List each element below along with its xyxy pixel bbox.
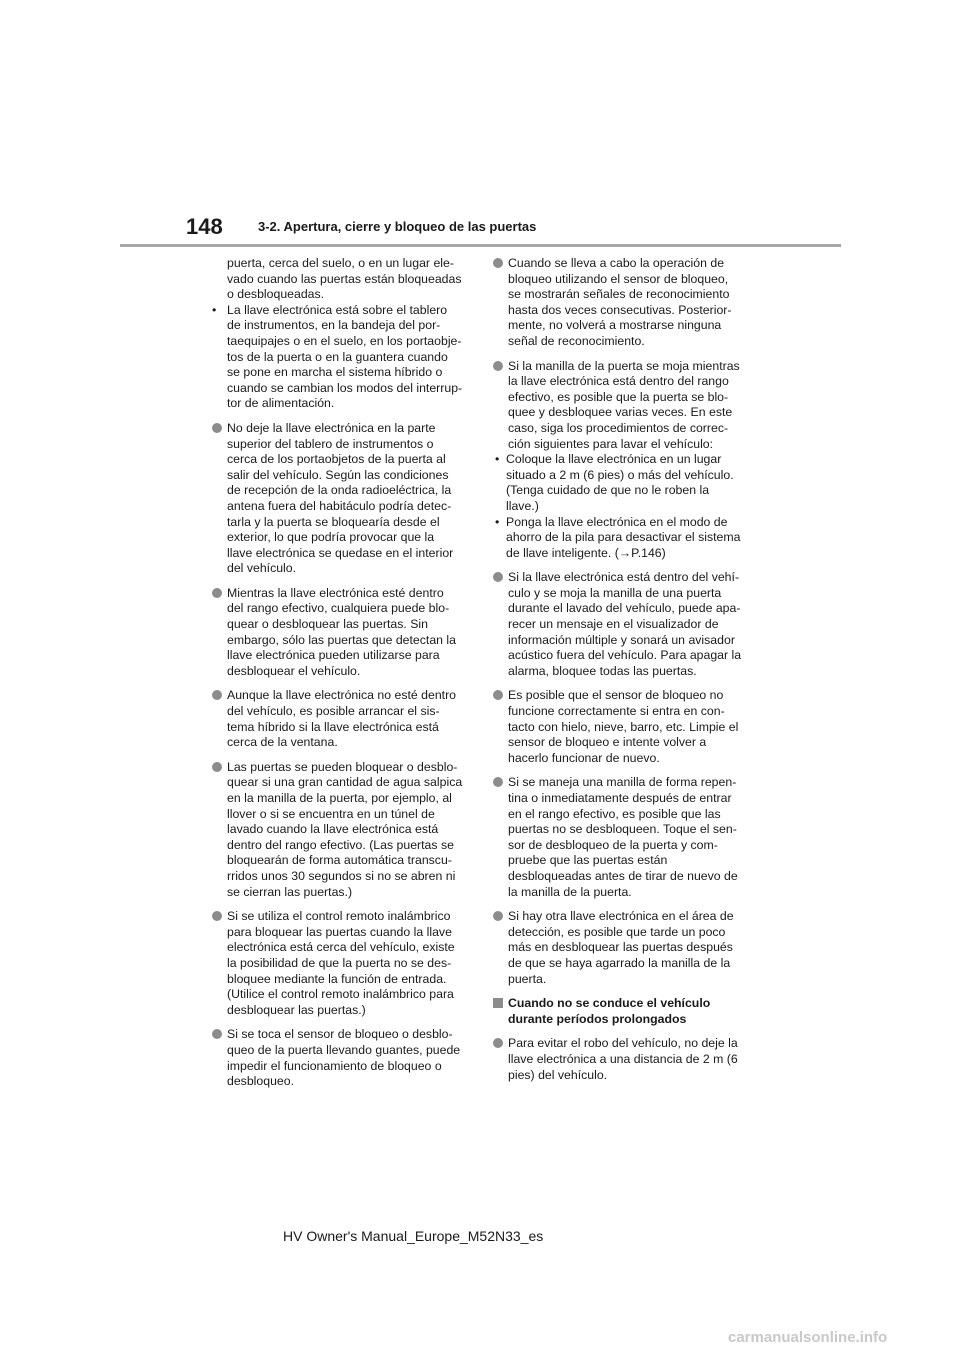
text-line: tor de alimentación. [227, 396, 335, 411]
bullet-item [211, 909, 469, 1018]
text-line: Si hay otra llave electrónica en el área de [508, 909, 734, 924]
bullet-item [211, 586, 469, 680]
text-line: bloqueo utilizando el sensor de bloqueo, [508, 271, 729, 286]
text-line: se cierran las puertas.) [227, 884, 353, 899]
text-line: sor de desbloqueo de la puerta y com- [508, 837, 718, 852]
text-line: cerca de la ventana. [227, 735, 338, 750]
text-line: en el rango efectivo, es posible que las [508, 806, 721, 821]
text-line: puerta. [508, 971, 547, 986]
text-line: señal de reconocimiento. [508, 333, 645, 348]
text-line: situado a 2 m (6 pies) o más del vehículo. [506, 467, 734, 482]
text-line: bloquearán de forma automática transcu- [227, 853, 452, 868]
text-line: funcione correctamente si entra en con- [508, 704, 725, 719]
text-line: del vehículo. [227, 561, 297, 576]
bullet-dot-icon [493, 258, 503, 268]
text-line: de llave inteligente. (→P.146) [506, 545, 666, 560]
text-line: se mostrarán señales de reconocimiento [508, 287, 730, 302]
text-line: lavado cuando la llave electrónica está [227, 822, 439, 837]
page-number: 148 [186, 214, 223, 239]
text-line: antena fuera del habitáculo podría detec- [227, 498, 452, 513]
text-line: llave electrónica a una distancia de 2 m (6 [508, 1051, 738, 1066]
text-line: Ponga la llave electrónica en el modo de [506, 514, 728, 529]
text-line: Cuando se lleva a cabo la operación de [508, 256, 725, 270]
text-line: efectivo, es posible que la puerta se blo- [508, 389, 729, 404]
text-line: la manilla de la puerta. [508, 884, 632, 899]
text-line: (Tenga cuidado de que no le roben la [506, 483, 710, 498]
bullet-dot-icon [212, 588, 222, 598]
right-column [492, 256, 750, 1092]
text-line: detección, es posible que tarde un poco [508, 924, 726, 939]
text-line: tarla y la puerta se bloquearía desde el [227, 514, 440, 529]
text-line: caso, siga los procedimientos de correc- [508, 420, 729, 435]
subsection-heading [492, 996, 750, 1027]
text-line: la posibilidad de que la puerta no se des- [227, 955, 452, 970]
footer-manual-name: HV Owner's Manual_Europe_M52N33_es [283, 1228, 544, 1244]
watermark-link[interactable]: carmanualsonline.info [728, 1329, 888, 1346]
bullet-dot-icon [493, 911, 503, 921]
sub-bullet-marker: • [212, 302, 217, 317]
bullet-item [492, 359, 750, 562]
bullet-item [211, 760, 469, 900]
text-line: información múltiple y sonará un avisador [508, 632, 735, 647]
text-line: llave.) [506, 498, 539, 513]
text-line: ahorro de la pila para desactivar el sistema [506, 530, 741, 545]
bullet-item [492, 775, 750, 900]
text-line: tos de la puerta o en la guantera cuando [227, 349, 448, 364]
text-line: Mientras la llave electrónica esté dentro [227, 585, 444, 600]
text-line: Es posible que el sensor de bloqueo no [508, 688, 724, 703]
text-line: bloquee mediante la función de entrada. [227, 971, 447, 986]
text-line: mente, no volverá a mostrarse ninguna [508, 318, 722, 333]
text-line: hasta dos veces consecutivas. Posterior- [508, 302, 732, 317]
text-line: culo y se moja la manilla de una puerta [508, 585, 722, 600]
bullet-item [492, 570, 750, 679]
bullet-item [492, 256, 750, 350]
text-line: Si se toca el sensor de bloqueo o desblo- [227, 1027, 453, 1042]
text-line: cuando se cambian los modos del interrup- [227, 380, 463, 395]
text-line: o desbloqueadas. [227, 287, 325, 302]
text-line: Aunque la llave electrónica no esté dentro [227, 688, 457, 703]
bullet-dot-icon [212, 423, 222, 433]
text-line: Si la llave electrónica está dentro del vehí- [508, 570, 740, 585]
text-line: dentro del rango efectivo. (Las puertas se [227, 837, 454, 852]
sub-bullet-marker: • [495, 452, 500, 467]
text-line: puerta, cerca del suelo, o en un lugar ele- [227, 256, 454, 270]
text-line: superior del tablero de instrumentos o [227, 436, 434, 451]
text-line: durante períodos prolongados [508, 1011, 687, 1026]
sub-bullet-item [211, 303, 469, 412]
text-line: llover o si se encuentra en un túnel de [227, 806, 435, 821]
text-line: queo de la puerta llevando guantes, puede [227, 1042, 461, 1057]
text-line: del vehículo, es posible arrancar el sis- [227, 704, 440, 719]
bullet-item [211, 1027, 469, 1089]
text-line: llave electrónica pueden utilizarse para [227, 648, 440, 663]
text-line: llave electrónica se quedase en el interior [227, 545, 454, 560]
bullet-item [211, 688, 469, 750]
text-line: desbloqueadas antes de tirar de nuevo de [508, 868, 738, 883]
sub-bullet-marker: • [495, 514, 500, 529]
text-line: (Utilice el control remoto inalámbrico para [227, 987, 454, 1002]
text-line: de que se haya agarrado la manilla de la [508, 955, 731, 970]
text-line: Si la manilla de la puerta se moja mientras [508, 358, 740, 373]
text-line: electrónica está cerca del vehículo, existe [227, 940, 455, 955]
text-line: más en desbloquear las puertas después [508, 940, 733, 955]
section-title: 3-2. Apertura, cierre y bloqueo de las puertas [258, 219, 537, 234]
text-line: sensor de bloqueo e intente volver a [508, 735, 707, 750]
bullet-dot-icon [493, 1038, 503, 1048]
text-line: la llave electrónica está dentro del rango [508, 374, 729, 389]
text-line: Si se utiliza el control remoto inalámbrico [227, 909, 451, 924]
bullet-item [211, 421, 469, 577]
text-line: durante el lavado del vehículo, puede apa- [508, 601, 741, 616]
text-line: embargo, sólo las puertas que detectan la [227, 632, 457, 647]
bullet-dot-icon [212, 762, 222, 772]
text-line: vado cuando las puertas están bloqueadas [227, 271, 462, 286]
text-line: quee y desbloquee varias veces. En este [508, 405, 733, 420]
text-line: para bloquear las puertas cuando la llave [227, 924, 452, 939]
header-rule [120, 244, 841, 247]
bullet-dot-icon [212, 911, 222, 921]
text-line: alarma, bloquee todas las puertas. [508, 663, 697, 678]
text-line: pies) del vehículo. [508, 1067, 608, 1082]
text-line: de instrumentos, en la bandeja del por- [227, 318, 441, 333]
text-line: exterior, lo que podría provocar que la [227, 530, 435, 545]
text-line: tina o inmediatamente después de entrar [508, 791, 732, 805]
sub-bullet-item [492, 452, 764, 514]
text-line: recer un mensaje en el visualizador de [508, 617, 719, 632]
bullet-item [492, 909, 750, 987]
sub-bullet-item [492, 515, 764, 562]
text-line: en la manilla de la puerta, por ejemplo, al [227, 791, 452, 805]
bullet-dot-icon [493, 777, 503, 787]
bullet-dot-icon [493, 361, 503, 371]
text-line: Para evitar el robo del vehículo, no deje la [508, 1036, 738, 1051]
text-line: salir del vehículo. Según las condiciones [227, 467, 449, 482]
text-line: impedir el funcionamiento de bloqueo o [227, 1058, 442, 1073]
continuation-paragraph [211, 256, 469, 303]
text-line: rridos unos 30 segundos si no se abren ni [227, 868, 456, 883]
text-line: pruebe que las puertas están [508, 853, 668, 868]
text-line: de recepción de la onda radioeléctrica, la [227, 483, 452, 498]
bullet-dot-icon [212, 1029, 222, 1039]
text-line: Cuando no se conduce el vehículo [508, 996, 711, 1011]
square-bullet-icon [493, 998, 503, 1008]
text-line: del rango efectivo, cualquiera puede blo- [227, 601, 450, 616]
text-line: desbloquear el vehículo. [227, 663, 361, 678]
text-line: La llave electrónica está sobre el tablero [227, 302, 448, 317]
text-line: tema híbrido si la llave electrónica está [227, 719, 439, 734]
text-line: taequipajes o en el suelo, en los portaobje- [227, 333, 462, 348]
bullet-item [492, 688, 750, 766]
text-line: puertas no se desbloqueen. Toque el sen- [508, 822, 737, 837]
text-line: desbloqueo. [227, 1074, 295, 1089]
text-line: quear o desbloquear las puertas. Sin [227, 617, 428, 632]
text-line: Si se maneja una manilla de forma repen- [508, 775, 737, 790]
bullet-dot-icon [493, 690, 503, 700]
text-line: tacto con hielo, nieve, barro, etc. Limpie el [508, 719, 739, 734]
left-column [211, 256, 469, 1099]
text-line: cerca de los portaobjetos de la puerta al [227, 452, 446, 467]
text-line: acústico fuera del vehículo. Para apagar la [508, 648, 742, 663]
text-line: Coloque la llave electrónica en un lugar [506, 452, 722, 467]
text-line: Las puertas se pueden bloquear o desblo- [227, 759, 458, 774]
text-line: ción siguientes para lavar el vehículo: [508, 436, 714, 451]
text-line: hacerlo funcionar de nuevo. [508, 750, 660, 765]
bullet-dot-icon [212, 690, 222, 700]
bullet-item [492, 1036, 750, 1083]
bullet-dot-icon [493, 572, 503, 582]
text-line: desbloquear las puertas.) [227, 1002, 366, 1017]
text-line: quear si una gran cantidad de agua salpica [227, 775, 463, 790]
text-line: se pone en marcha el sistema híbrido o [227, 365, 443, 380]
text-line: No deje la llave electrónica en la parte [227, 420, 436, 435]
